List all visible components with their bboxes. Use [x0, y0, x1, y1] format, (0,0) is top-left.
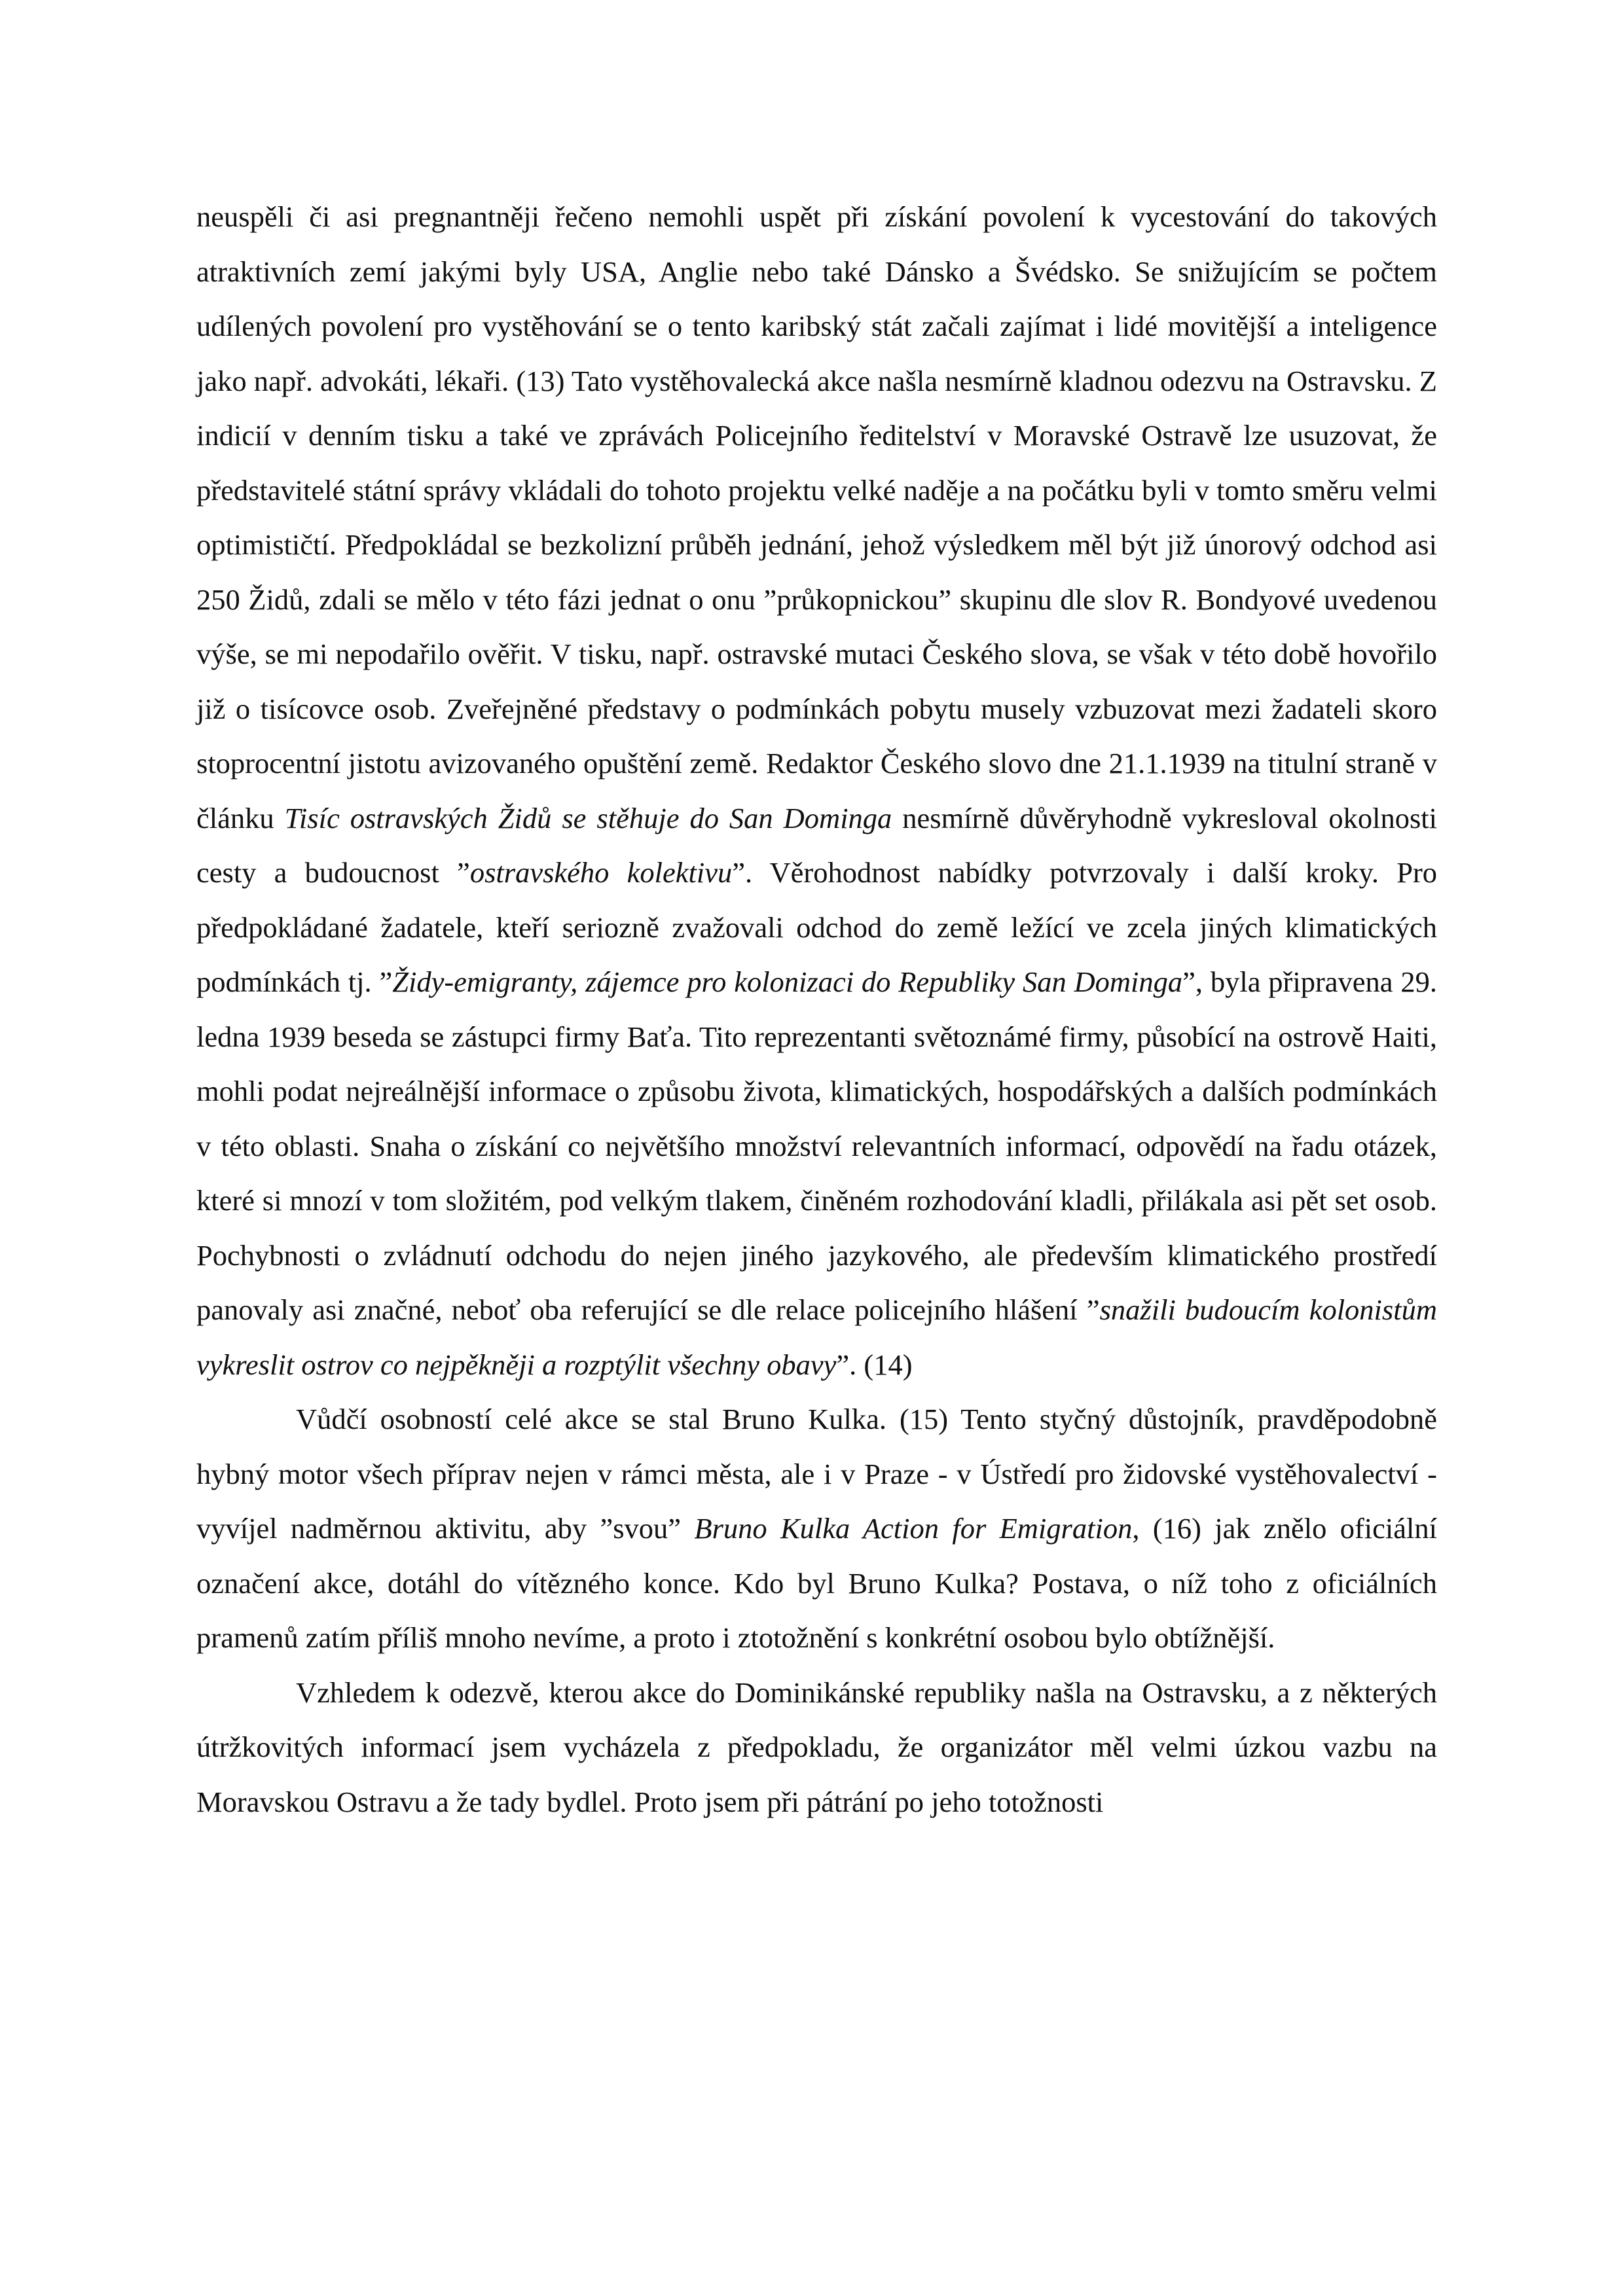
text-run: neuspěli či asi pregnantněji řečeno nemohli uspět při získání povolení k vycestování do takových atraktivních zemí jakými byly USA, Anglie nebo také Dánsko a Švédsko. Se snižujícím se počtem udílených povolení pro vystěhování se o tento karibský stát začali zajímat i lidé movitější a inteligence jako např. advokáti, lékaři. (13) Tato vystěhovalecká akce našla nesmírně kladnou odezvu na Ostravsku. Z indicií v denním tisku a také ve zprávách Policejního ředitelství v Moravské Ostravě lze usuzovat, že představitelé státní správy vkládali do tohoto projektu velké naděje a na počátku byli v tomto směru velmi optimističtí. Předpokládal se bezkolizní průběh jednání, jehož výsledkem měl být již únorový odchod asi 250 Židů, zdali se mělo v této fázi jednat o onu ”průkopnickou” skupinu dle slov R. Bondyové uvedenou výše, se mi nepodařilo ověřit. V tisku, např. ostravské mutaci Českého slova, se však v této době hovořilo již o tisícovce osob. Zveřejněné představy o podmínkách pobytu musely vzbuzovat mezi žadateli skoro stoprocentní jistotu avizovaného opuštění země. Redaktor Českého slovo dne 21.1.1939 na titulní straně v článku	[196, 200, 1437, 834]
text-run: ”. (14)	[836, 1348, 913, 1381]
text-run: ”. Věrohodnost nabídky potvrzovaly i další kroky. Pro předpokládané žadatele, kteří seriozně zvažovali odchod do země ležící ve zcela jiných klimatických podmínkách tj. ”	[196, 856, 1438, 998]
italic-title: Tisíc ostravských Židů se stěhuje do San Dominga	[284, 801, 892, 834]
text-run: nesmírně důvěryhodně vykresloval okolnosti cesty a budoucnost ”	[196, 801, 1437, 889]
text-run: , (16) jak znělo oficiální označení akce, dotáhl do vítězného konce. Kdo byl Bruno Kulka? Postava, o níž toho z oficiálních pramenů zatím příliš mnoho nevíme, a proto i ztotožnění s konkrétní osobou bylo obtížnější.	[196, 1512, 1437, 1654]
italic-quote: ostravského kolektivu	[469, 856, 733, 889]
paragraph	[196, 1392, 1437, 1666]
paragraph	[196, 1666, 1437, 1830]
italic-quote: snažili budoucím kolonistům vykreslit ostrov co nejpěkněji a rozptýlit všechny obavy	[196, 1293, 1437, 1381]
italic-title: Bruno Kulka Action for Emigration	[694, 1512, 1133, 1545]
document-page	[196, 190, 1437, 1829]
text-run: ”, byla připravena 29. ledna 1939 beseda se zástupci firmy Baťa. Tito reprezentanti světoznámé firmy, působící na ostrově Haiti, mohli podat nejreálnější informace o způsobu života, klimatických, hospodářských a dalších podmínkách v této oblasti. Snaha o získání co největšího množství relevantních informací, odpovědí na řadu otázek, které si mnozí v tom složitém, pod velkým tlakem, činěném rozhodování kladli, přilákala asi pět set osob. Pochybnosti o zvládnutí odchodu do nejen jiného jazykového, ale především klimatického prostředí panovaly asi značné, neboť oba referující se dle relace policejního hlášení ”	[196, 965, 1437, 1326]
paragraph	[196, 190, 1437, 1392]
text-run: Vzhledem k odezvě, kterou akce do Dominikánské republiky našla na Ostravsku, a z některých útržkovitých informací jsem vycházela z předpokladu, že organizátor měl velmi úzkou vazbu na Moravskou Ostravu a že tady bydlel. Proto jsem při pátrání po jeho totožnosti	[196, 1676, 1437, 1818]
text-run: Vůdčí osobností celé akce se stal Bruno Kulka. (15) Tento styčný důstojník, pravděpodobně hybný motor všech příprav nejen v rámci města, ale i v Praze - v Ústředí pro židovské vystěhovalectví - vyvíjel nadměrnou aktivitu, aby ”svou”	[196, 1403, 1437, 1545]
italic-quote: Židy-emigranty, zájemce pro kolonizaci do Republiky San Dominga	[392, 965, 1183, 998]
